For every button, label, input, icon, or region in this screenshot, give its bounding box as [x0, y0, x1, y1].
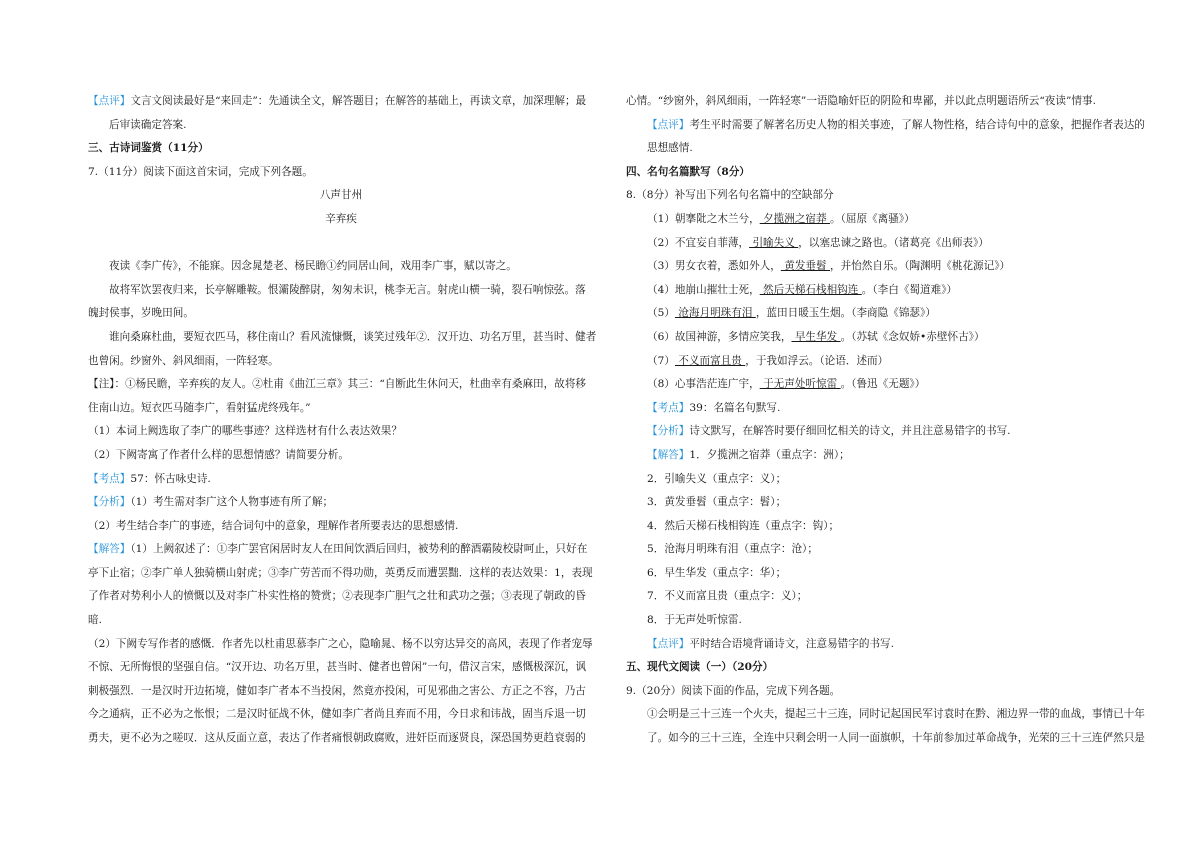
text-span: 住南山边。短衣匹马随李广，看射猛虎终残年。”: [88, 401, 311, 414]
text-span: 思想感情.: [647, 142, 693, 155]
text-span: 4．然后天梯石栈相钩连（重点字：钩）；: [647, 519, 840, 532]
text-span: 四、名句名篇默写（8分）: [626, 165, 750, 178]
left-line: [88, 255, 594, 279]
right-line: [626, 279, 1130, 303]
right-line: [626, 302, 1130, 326]
right-line: [626, 255, 1130, 279]
text-span: 57：怀古咏史诗.: [130, 472, 211, 485]
answer-text: 于无声处听惊雷: [759, 378, 841, 391]
left-line: [88, 208, 594, 232]
text-span: 心情。“纱窗外，斜风细雨，一阵轻寒”一语隐喻奸臣的阴险和卑鄙，并以此点明题语所云“夜读”情事.: [626, 95, 1096, 107]
text-span: 。（李白《蜀道难》）: [861, 283, 958, 296]
left-line: [88, 538, 594, 562]
text-span: 5．沧海月明珠有泪（重点字：沧）；: [647, 543, 818, 556]
right-line: [626, 515, 1130, 539]
text-span: （2）下阙专写作者的感慨．作者先以杜甫思慕李广之心，隐喻晁、杨不以穷达异交的高风，表现了作者宠辱: [88, 637, 593, 650]
right-line: [626, 114, 1145, 138]
right-line: [626, 373, 1130, 397]
text-span: 故将军饮罢夜归来，长亭解雕鞍。恨灞陵醉尉，匆匆未识，桃李无言。射虎山横一骑，裂石响惊弦。落: [109, 283, 586, 296]
left-line: [88, 444, 594, 468]
right-line: [626, 161, 1130, 185]
left-column: [88, 90, 597, 751]
left-line: [88, 420, 594, 444]
text-span: （6）故国神游，多情应笑我，: [647, 330, 792, 343]
text-span: 谁向桑麻杜曲，要短衣匹马，移住南山？看风流慷慨，谈笑过残年②．汉开边、功名万里，甚当时、健者: [109, 330, 597, 343]
left-line: [88, 562, 594, 586]
answer-text: 早生华发: [791, 330, 841, 343]
text-span: 7.（11分）阅读下面这首宋词，完成下列各题。: [88, 165, 313, 178]
right-line: [626, 90, 1130, 114]
left-line: [88, 161, 594, 185]
left-line: [88, 633, 594, 657]
text-span: （5）: [647, 307, 675, 320]
text-span: 【注】：①杨民瞻，辛弃疾的友人。②杜甫《曲江三章》其三：“自断此生休问天，杜曲幸有桑麻田，故将移: [88, 378, 587, 391]
right-line: [626, 562, 1130, 586]
text-span: 1．夕揽洲之宿莽（重点字：洲）；: [689, 448, 850, 461]
text-span: 了作者对势利小人的愤慨以及对李广朴实性格的赞赏；②表现李广胆气之壮和武功之强；③表现了朝政的昏: [88, 590, 586, 603]
text-span: （7）: [647, 354, 675, 367]
text-span: （1）上阙叙述了：①李广罢官闲居时友人在田间饮酒后回归，被势利的醉酒霸陵校尉呵止，只好在: [130, 543, 588, 556]
text-span: 刺极强烈．一是汉时开边拓境，健如李广者本不当投闲，然竟亦投闲，可见邪曲之害公、方正之不容，乃古: [88, 684, 586, 697]
right-column: [626, 90, 1145, 751]
text-span: 2．引喻失义（重点字：义）；: [647, 472, 787, 485]
section-tag: 【点评】: [88, 95, 131, 107]
right-line: [626, 232, 1130, 256]
text-span: 八声甘州: [319, 189, 363, 202]
left-line: [88, 585, 594, 609]
text-span: 夜读《李广传》，不能寐。因念晁楚老、杨民瞻①约同居山间，戏用李广事，赋以寄之。: [109, 260, 517, 273]
text-span: 3．黄发垂髫（重点字：髫）；: [647, 496, 787, 509]
text-span: （3）男女衣着，悉如外人，: [647, 260, 781, 273]
left-line: [88, 680, 594, 704]
text-span: 辛弃疾: [325, 212, 357, 225]
right-line: [626, 727, 1145, 751]
text-span: 今之通病，正不必为之怅恨；二是汉时征战不休，健如李广者尚且弃而不用，今日求和讳战，固当斥退一切: [88, 708, 586, 721]
left-line: [88, 350, 594, 374]
answer-text: 然后天梯石栈相钩连: [759, 283, 862, 296]
text-span: （1）本词上阙选取了李广的哪些事迹？这样选材有什么表达效果？: [88, 425, 402, 438]
right-line: [626, 326, 1130, 350]
text-span: 五、现代文阅读（一）（20分）: [626, 661, 774, 674]
text-span: 亭下止宿；②李广单人独骑横山射虎；③李广劳苦而不得功勋，英勇反而遭罢黜．这样的表达效果：1，表现: [88, 566, 593, 579]
text-span: 魄封侯事，岁晚田间。: [88, 307, 194, 320]
section-tag: 【点评】: [647, 118, 690, 131]
left-line: [88, 302, 594, 326]
right-line: [626, 680, 1130, 704]
text-span: ①会明是三十三连一个火夫，提起三十三连，同时记起国民军讨袁时在黔、湘边界一带的血战，事情已十年: [647, 708, 1145, 721]
text-span: ，于我如浮云。（论语．述而）: [745, 354, 889, 367]
left-line: [88, 515, 594, 539]
text-span: ，以塞忠谏之路也。（诸葛亮《出师表》）: [798, 236, 989, 249]
left-line: [88, 703, 594, 727]
left-line: [88, 397, 594, 421]
text-span: 8．于无声处听惊雷.: [647, 614, 742, 627]
text-span: 了。如今的三十三连，全连中只剩会明一人同一面旗帜，十年前参加过革命战争，光荣的三十三连俨然只是: [647, 732, 1145, 745]
answer-text: 沧海月明珠有泪: [674, 307, 756, 320]
left-line: [88, 184, 594, 208]
right-line: [626, 656, 1130, 680]
text-span: 。（鲁迅《无题》）: [840, 378, 926, 391]
text-span: （2）下阙寄寓了作者什么样的思想情感？请简要分析。: [88, 448, 349, 461]
left-line: [88, 491, 594, 515]
right-line: [626, 491, 1130, 515]
text-span: 后审读确定答案.: [109, 118, 187, 131]
section-tag: 【解答】: [647, 448, 690, 461]
text-span: 。（苏轼《念奴娇•赤壁怀古》）: [840, 330, 985, 343]
left-line: [88, 114, 594, 138]
text-span: （4）地崩山摧壮士死，: [647, 283, 760, 296]
left-line: [88, 232, 594, 256]
right-line: [626, 350, 1130, 374]
left-line: [88, 279, 594, 303]
section-tag: 【点评】: [647, 637, 690, 650]
text-span: （1）考生需对李广这个人物事迹有所了解；: [130, 496, 334, 509]
right-line: [626, 703, 1145, 727]
text-span: （1）朝搴阰之木兰兮，: [647, 212, 760, 225]
text-span: 勇夫，更不必为之嗟叹．这从反面立意，表达了作者痛恨朝政腐败，进奸臣而逐贤良，深恐国势更趋衰弱的: [88, 732, 586, 745]
text-span: （8）心事浩茫连广宇，: [647, 378, 760, 391]
text-span: 考生平时需要了解著名历史人物的相关事迹，了解人物性格，结合诗句中的意象，把握作者表达的: [689, 118, 1145, 131]
text-span: 平时结合语境背诵诗文，注意易错字的书写.: [689, 637, 895, 650]
left-line: [88, 656, 594, 680]
text-span: （2）考生结合李广的事迹，结合词句中的意象，理解作者所要表达的思想感情.: [88, 519, 459, 532]
text-span: 暗.: [88, 614, 102, 627]
right-line: [626, 444, 1130, 468]
text-span: 8.（8分）补写出下列名句名篇中的空缺部分: [626, 189, 834, 202]
answer-text: 引喻失义: [749, 236, 799, 249]
section-tag: 【分析】: [88, 496, 131, 509]
text-span: 不惊、无所悔恨的坚强自信。“汉开边、功名万里，甚当时、健者也曾闲”一句，借汉言宋，感慨极深沉，讽: [88, 661, 587, 674]
right-line: [626, 208, 1130, 232]
section-tag: 【考点】: [88, 472, 131, 485]
left-line: [88, 727, 594, 751]
text-span: 39：名篇名句默写.: [689, 401, 781, 414]
left-line: [88, 90, 594, 114]
left-line: [88, 326, 597, 350]
text-span: 三、古诗词鉴赏（11分）: [88, 142, 209, 155]
text-span: ，并怡然自乐。（陶渊明《桃花源记》）: [830, 260, 1011, 273]
section-tag: 【分析】: [647, 425, 690, 438]
right-line: [626, 420, 1130, 444]
right-line: [626, 397, 1130, 421]
right-line: [626, 633, 1130, 657]
text-span: 文言文阅读最好是“来回走”：先通读全文，解答题目；在解答的基础上，再读文章，加深理解；最: [130, 95, 587, 107]
section-tag: 【解答】: [88, 543, 131, 556]
right-line: [626, 468, 1130, 492]
answer-text: 夕揽洲之宿莽: [759, 212, 830, 225]
text-span: 9.（20分）阅读下面的作品，完成下列各题。: [626, 684, 841, 697]
left-line: [88, 373, 594, 397]
text-span: ，蓝田日暖玉生烟。（李商隐《锦瑟》）: [755, 307, 936, 320]
answer-text: 不义而富且贵: [674, 354, 746, 367]
text-span: 6．早生华发（重点字：华）；: [647, 566, 787, 579]
right-line: [626, 585, 1130, 609]
left-line: [88, 468, 594, 492]
right-line: [626, 609, 1130, 633]
right-line: [626, 538, 1130, 562]
right-line: [626, 137, 1130, 161]
text-span: 7．不义而富且贵（重点字：义）；: [647, 590, 808, 603]
left-line: [88, 137, 594, 161]
right-line: [626, 184, 1130, 208]
text-span: 。（屈原《离骚》）: [829, 212, 915, 225]
section-tag: 【考点】: [647, 401, 690, 414]
text-span: 诗文默写，在解答时要仔细回忆相关的诗文，并且注意易错字的书写.: [689, 425, 1011, 438]
left-line: [88, 609, 594, 633]
answer-text: 黄发垂髫: [780, 260, 830, 273]
text-span: 也曾闲。纱窗外、斜风细雨，一阵轻寒。: [88, 354, 279, 367]
text-span: （2）不宜妄自菲薄，: [647, 236, 750, 249]
